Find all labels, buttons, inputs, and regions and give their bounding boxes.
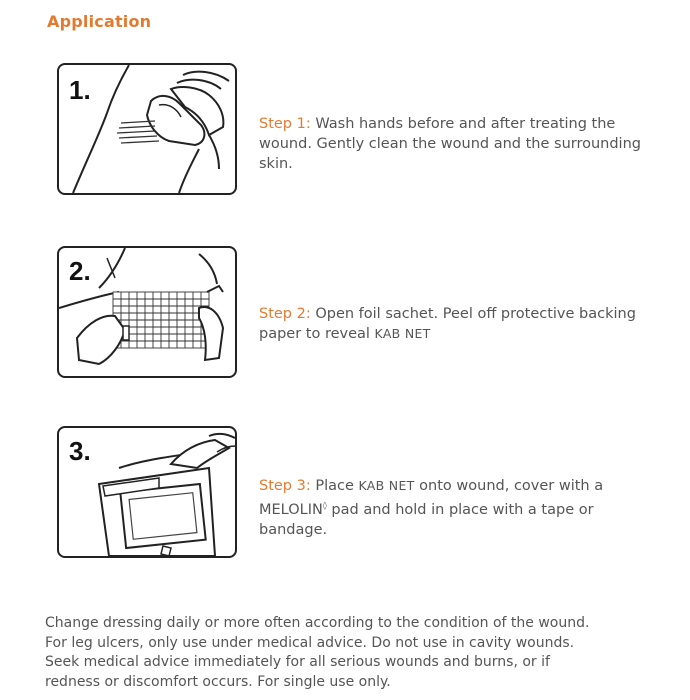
step-1-number: 1. — [69, 75, 91, 105]
step-2-product-name: KAB NET — [374, 326, 431, 341]
step-1-description: Wash hands before and after treating the wound. Gently clean the wound and the surrounding skin. — [259, 116, 641, 172]
usage-note-line: Change dressing daily or more often according to the condition of the wound. — [45, 615, 590, 631]
usage-notes — [45, 614, 675, 692]
step-2-text — [259, 304, 659, 344]
step-3-description-middle: onto wound, cover with a MELOLIN — [259, 478, 604, 518]
usage-note-line: For leg ulcers, only use under medical advice. Do not use in cavity wounds. — [45, 634, 575, 651]
step-3-number: 3. — [69, 436, 91, 466]
step-3-label: Step 3: — [259, 478, 311, 494]
step-2-number: 2. — [69, 256, 91, 286]
applying-dressing-illustration — [59, 428, 235, 556]
step-3-text — [259, 476, 659, 540]
step-2-label: Step 2: — [259, 306, 311, 322]
step-1-text — [259, 114, 659, 174]
step-3-illustration — [57, 426, 237, 558]
step-1-illustration — [57, 63, 237, 195]
usage-note-line: Seek medical advice immediately for all serious wounds and burns, or if — [45, 654, 550, 670]
peeling-backing-illustration — [59, 248, 235, 376]
step-3-product-name: KAB NET — [358, 478, 415, 493]
step-1-label: Step 1: — [259, 116, 311, 132]
step-2-illustration — [57, 246, 237, 378]
section-title: Application — [47, 12, 152, 31]
usage-note-line: redness or discomfort occurs. For single use only. — [45, 673, 391, 690]
trademark-symbol: ◊ — [322, 501, 327, 510]
step-2-description: Open foil sachet. Peel off protective backing paper to reveal — [259, 306, 636, 342]
step-3-description-end: pad and hold in place with a tape or bandage. — [259, 501, 594, 538]
hands-washing-illustration — [59, 65, 235, 193]
step-3-description-start: Place — [310, 478, 359, 494]
